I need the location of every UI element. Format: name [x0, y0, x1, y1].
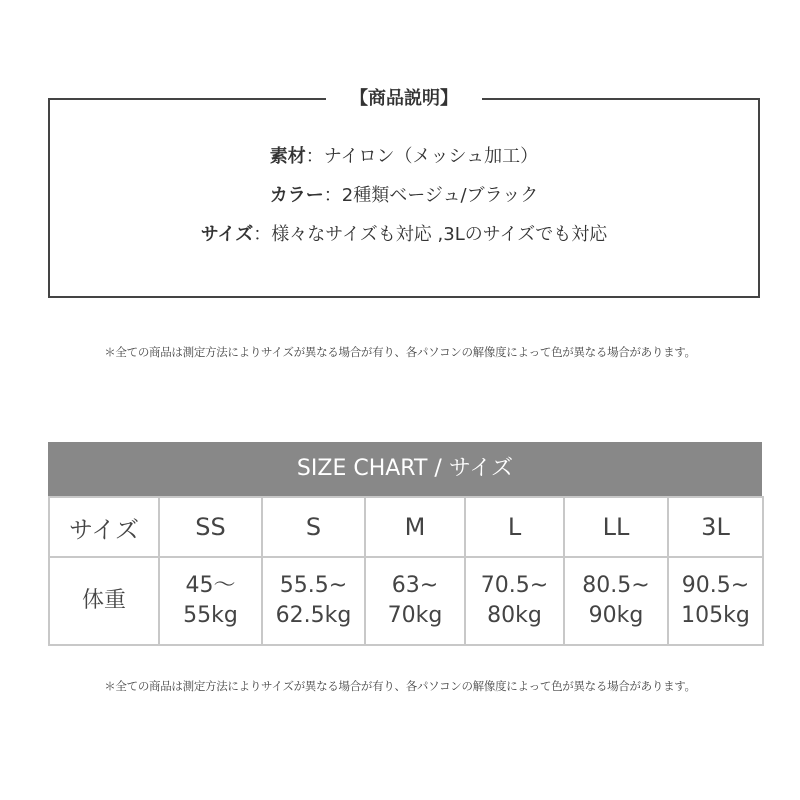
- weight-cell-s: [262, 557, 365, 645]
- weight-cell-3l: [668, 557, 763, 645]
- weight-to: 62.5kg: [275, 603, 352, 628]
- weight-to: 90kg: [588, 603, 644, 628]
- size-line: [50, 222, 758, 248]
- weight-from: 55.5~: [279, 573, 348, 598]
- disclaimer-note-bottom: ＊全ての商品は測定方法によりサイズが異なる場合が有り、各パソコンの解像度によって色が異なる場合があります。: [104, 679, 696, 693]
- size-chart: [48, 442, 762, 646]
- weight-cell-ss: [159, 557, 262, 645]
- color-label: カラー: [269, 185, 324, 206]
- weight-row: [49, 557, 763, 645]
- material-value: ：ナイロン（メッシュ加工）: [305, 146, 539, 167]
- material-label: 素材: [269, 146, 306, 167]
- weight-to: 80kg: [487, 603, 542, 628]
- color-value: ：2種類ベージュ/ブラック: [323, 185, 539, 206]
- weight-to: 55kg: [183, 603, 238, 628]
- weight-to: 105kg: [681, 603, 750, 628]
- size-cell-ll: LL: [564, 497, 668, 557]
- weight-from: 70.5~: [480, 573, 549, 598]
- weight-to: 70kg: [387, 603, 443, 628]
- size-label: サイズ: [200, 224, 254, 245]
- weight-from: 90.5~: [681, 573, 750, 598]
- product-description-lines: [50, 144, 758, 261]
- color-line: [50, 183, 758, 209]
- size-row-label: サイズ: [49, 497, 159, 557]
- product-description-box: [48, 88, 760, 298]
- weight-cell-l: [465, 557, 564, 645]
- weight-row-label: 体重: [49, 557, 159, 645]
- weight-cell-m: [365, 557, 465, 645]
- product-description-title: 【商品説明】: [326, 86, 482, 112]
- size-row: [49, 497, 763, 557]
- weight-cell-ll: [564, 557, 668, 645]
- weight-from: 45〜: [185, 573, 236, 598]
- material-line: [50, 144, 758, 170]
- size-cell-ss: SS: [159, 497, 262, 557]
- weight-from: 63~: [391, 573, 439, 598]
- disclaimer-note-top: ＊全ての商品は測定方法によりサイズが異なる場合が有り、各パソコンの解像度によって色が異なる場合があります。: [104, 345, 696, 359]
- size-cell-m: M: [365, 497, 465, 557]
- size-cell-s: S: [262, 497, 365, 557]
- size-value: ：様々なサイズも対応 ,3Lのサイズでも対応: [253, 224, 608, 245]
- weight-from: 80.5~: [582, 573, 650, 598]
- size-chart-title: SIZE CHART / サイズ: [48, 442, 762, 496]
- size-chart-table: [48, 496, 764, 646]
- size-cell-3l: 3L: [668, 497, 763, 557]
- size-cell-l: L: [465, 497, 564, 557]
